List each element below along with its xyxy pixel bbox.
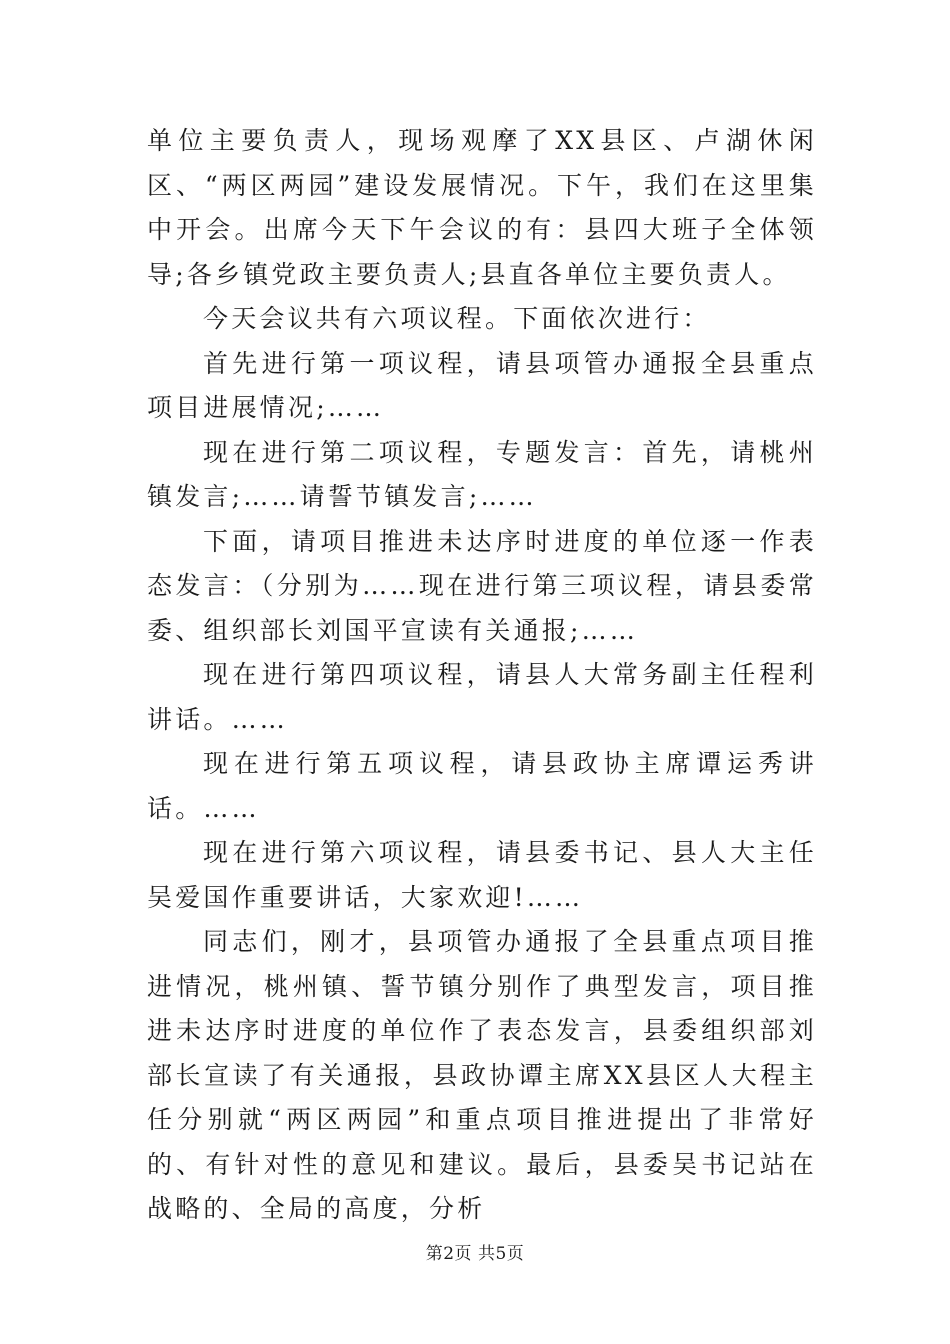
document-body <box>147 119 817 1232</box>
paragraph-3: 首先进行第一项议程，请县项管办通报全县重点项目进展情况;…… <box>147 348 817 422</box>
page-number-footer: 第2页 共5页 <box>425 1244 525 1264</box>
paragraph-8: 现在进行第六项议程，请县委书记、县人大主任吴爱国作重要讲话，大家欢迎!…… <box>147 838 817 912</box>
paragraph-2: 今天会议共有六项议程。下面依次进行： <box>203 304 711 333</box>
paragraph-7: 现在进行第五项议程，请县政协主席谭运秀讲话。…… <box>147 749 817 823</box>
paragraph-4: 现在进行第二项议程，专题发言：首先，请桃州镇发言;……请誓节镇发言;…… <box>147 437 817 511</box>
paragraph-9: 同志们，刚才，县项管办通报了全县重点项目推进情况，桃州镇、誓节镇分别作了典型发言，项目推进未达序时进度的单位作了表态发言，县委组织部刘部长宣读了有关通报，县政协谭主席XX县区人大程主任分别就“两区两园”和重点项目推进提出了非常好的、有针对性的意见和建议。最后，县委吴书记站在战略的、全局的高度，分析 <box>147 927 817 1223</box>
paragraph-5: 下面，请项目推进未达序时进度的单位逐一作表态发言：（分别为……现在进行第三项议程，请县委常委、组织部长刘国平宣读有关通报;…… <box>147 526 817 645</box>
paragraph-6: 现在进行第四项议程，请县人大常务副主任程利讲话。…… <box>147 660 817 734</box>
paragraph-1: 单位主要负责人，现场观摩了XX县区、卢湖休闲区、“两区两园”建设发展情况。下午，我们在这里集中开会。出席今天下午会议的有：县四大班子全体领导;各乡镇党政主要负责人;县直各单位主要负责人。 <box>147 126 817 289</box>
